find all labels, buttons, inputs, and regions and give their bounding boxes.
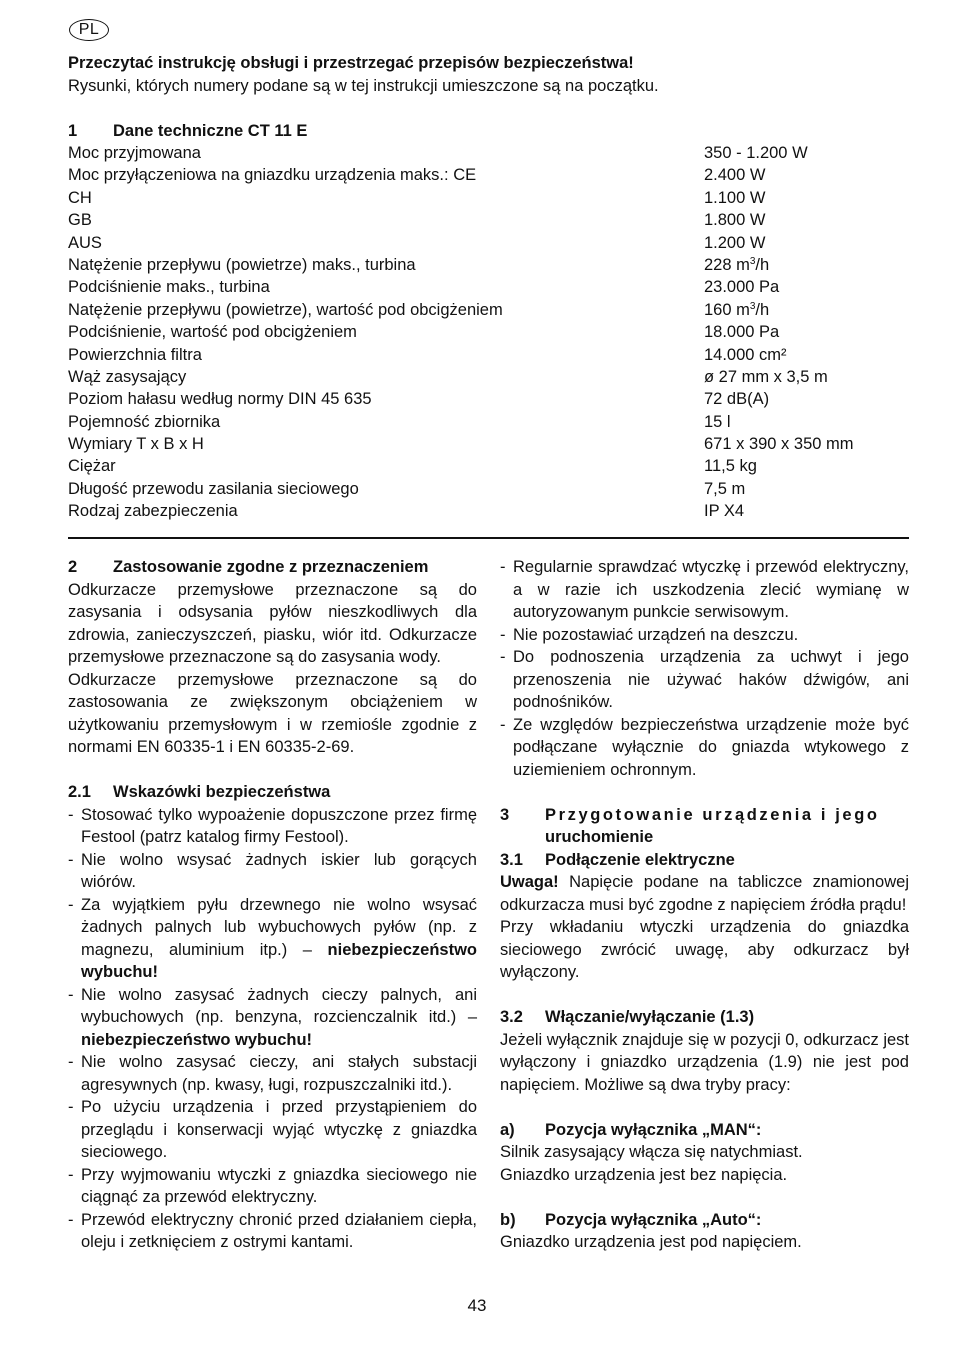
mode-b-line-1: Gniazdko urządzenia jest pod napięciem.	[500, 1233, 802, 1251]
spec-label: Moc przyjmowana	[68, 144, 201, 162]
bullet-dash: -	[68, 1165, 74, 1184]
tech-data-heading	[68, 120, 307, 143]
attention-text: Napięcie podane na tabliczce znamionowej odkurzacza musi być zgodne z napięciem źródła prądu!	[500, 873, 909, 914]
section-title: Dane techniczne CT 11 E	[113, 122, 308, 140]
attention-label: Uwaga!	[500, 873, 559, 891]
spec-label: Długość przewodu zasilania sieciowego	[68, 479, 359, 498]
spec-label: Ciężar	[68, 457, 116, 476]
list-item-text: Przewód elektryczny chronić przed działaniem ciepła, oleju i zetknięciem z ostrymi kantami.	[81, 1210, 477, 1251]
spec-row	[68, 187, 908, 209]
spec-row	[68, 276, 908, 298]
bullet-dash: -	[68, 985, 74, 1004]
mode-letter: a)	[500, 1120, 515, 1139]
bullet-dash: -	[500, 715, 506, 734]
mode-a-line-1: Silnik zasysający włącza się natychmiast.	[500, 1143, 803, 1161]
spec-row	[68, 142, 908, 164]
spec-value: 2.400 W	[704, 166, 766, 185]
spec-row	[68, 411, 908, 433]
section-number: 3.2	[500, 1008, 523, 1026]
list-item	[68, 1164, 477, 1209]
spec-value: ø 27 mm x 3,5 m	[704, 367, 828, 386]
spec-label: Poziom hałasu według normy DIN 45 635	[68, 390, 372, 409]
section-number: 3.1	[500, 850, 523, 869]
list-item	[500, 646, 909, 714]
list-item-text: Ze względów bezpieczeństwa urządzenie może być podłączane wyłącznie do gniazda wtykowego z uziemieniem ochronnym.	[513, 715, 909, 779]
spec-value: 228 $m^3/h$	[704, 255, 770, 274]
spec-label: Wymiary T x B x H	[68, 435, 204, 454]
list-item-text: Nie pozostawiać urządzeń na deszczu.	[513, 625, 799, 644]
section-3-heading-line-2	[500, 826, 909, 849]
bullet-dash: -	[500, 558, 506, 576]
spec-value: 160 $m^3/h$	[704, 300, 770, 319]
spec-row	[68, 478, 908, 500]
page-number: 43	[467, 1296, 487, 1315]
list-item	[68, 1051, 477, 1096]
list-item-text: Regularnie sprawdzać wtyczkę i przewód elektryczny, a w razie ich uszkodzenia zlecić wymianę w autoryzowanym punkcie serwisowym.	[513, 558, 909, 621]
section-title: Włączanie/wyłączanie (1.3)	[545, 1008, 755, 1026]
list-item	[68, 804, 477, 849]
spec-label: Powierzchnia filtra	[68, 345, 202, 364]
list-item-text: Po użyciu urządzenia i przed przystąpieniem do przeglądu i konserwacji wyjąć wtyczkę z gniazdka sieciowego.	[81, 1098, 477, 1161]
section-number: 3	[500, 805, 510, 824]
spec-value: 15 l	[704, 412, 731, 431]
spec-label: Natężenie przepływu (powietrze) maks., turbina	[68, 255, 416, 274]
list-item	[68, 894, 477, 984]
spec-value: 671 x 390 x 350 mm	[704, 435, 854, 454]
list-item-emphasis: niebezpieczeństwo wybuchu!	[81, 1030, 313, 1049]
mode-letter: b)	[500, 1210, 516, 1229]
spec-label: CH	[68, 188, 92, 207]
section-2-paragraph-1: Odkurzacze przemysłowe przeznaczone są do zasysania i odsysania pyłów nieszkodliwych dla zdrowia, zanieczyszczeń, piasku, wiór itd. Odkurzacze przemysłowe przeznaczone są do zasysania wody.	[68, 580, 477, 666]
bullet-dash: -	[68, 1098, 74, 1116]
section-number: 1	[68, 122, 78, 140]
spec-row	[68, 254, 908, 276]
spec-label: Wąż zasysający	[68, 367, 187, 386]
list-item	[68, 849, 477, 894]
tech-data-table	[68, 142, 908, 523]
spec-value: 7,5 m	[704, 479, 746, 498]
bullet-dash: -	[500, 648, 506, 666]
section-3-heading	[500, 804, 909, 827]
safety-list-continued	[500, 556, 909, 781]
section-3-1-paragraph-1	[500, 871, 909, 916]
section-3-1-paragraph-2: Przy wkładaniu wtyczki urządzenia do gniazdka sieciowego zwrócić uwagę, aby odkurzacz był wyłączony.	[500, 918, 909, 981]
section-2-heading	[68, 556, 477, 579]
list-item	[68, 984, 477, 1052]
section-3-2-paragraph: Jeżeli wyłącznik znajduje się w pozycji 0, odkurzacz jest wyłączony i gniazdko urządzenia (1.9) nie jest pod napięciem. Możliwe są dwa tryby pracy:	[500, 1030, 910, 1094]
bullet-dash: -	[68, 1053, 74, 1071]
safety-list	[68, 804, 477, 1254]
spec-value: 1.100 W	[704, 188, 766, 207]
list-item-text: Stosować tylko wypoażenie dopuszczone przez firmę Festool (patrz katalog firmy Festool).	[81, 805, 477, 846]
spec-row	[68, 209, 908, 231]
list-item	[500, 624, 909, 647]
spec-label: AUS	[68, 233, 102, 252]
spec-label: Podciśnienie maks., turbina	[68, 278, 270, 297]
spec-row	[68, 299, 908, 321]
spec-value: 350 - 1.200 W	[704, 144, 808, 162]
intro	[68, 52, 908, 97]
section-number: 2	[68, 558, 78, 576]
list-item	[68, 1209, 477, 1254]
bullet-dash: -	[500, 625, 506, 644]
section-2-paragraph-2: Odkurzacze przemysłowe przeznaczone są do zastosowania ze zwiększonym obciążeniem w użytkowaniu przemysłowym i w rzemiośle zgodnie z normami EN 60335-1 i EN 60335-2-69.	[68, 670, 477, 756]
mode-a-line-2: Gniazdko urządzenia jest bez napięcia.	[500, 1165, 788, 1184]
section-title-line-1: Przygotowanie urządzenia i jego	[545, 805, 880, 824]
spec-value: 11,5 kg	[704, 457, 757, 476]
spec-row	[68, 500, 908, 522]
spec-value: 18.000 Pa	[704, 323, 780, 342]
spec-label: Pojemność zbiornika	[68, 412, 221, 431]
spec-value: 1.800 W	[704, 211, 766, 230]
list-item-text: Do podnoszenia urządzenia za uchwyt i jego przenoszenia nie używać haków dźwigów, ani podnośników.	[513, 648, 909, 711]
spec-label: Rodzaj zabezpieczenia	[68, 502, 238, 521]
spec-row	[68, 366, 908, 388]
section-title-line-2: uruchomienie	[545, 828, 654, 846]
spec-value: 72 dB(A)	[704, 390, 770, 409]
list-item	[68, 1096, 477, 1164]
language-badge: PL	[69, 19, 109, 41]
mode-a-heading	[500, 1119, 909, 1142]
spec-value: 1.200 W	[704, 233, 766, 252]
spec-value: 14.000 cm²	[704, 345, 787, 364]
spec-label: Moc przyłączeniowa na gniazdku urządzenia maks.: CE	[68, 166, 477, 185]
safety-warning: Przeczytać instrukcję obsługi i przestrzegać przepisów bezpieczeństwa!	[68, 54, 634, 72]
spec-row	[68, 164, 908, 186]
section-3-2-heading	[500, 1006, 909, 1029]
spec-value: 23.000 Pa	[704, 278, 780, 297]
spec-row	[68, 433, 908, 455]
bullet-dash: -	[68, 850, 74, 869]
mode-title: Pozycja wyłącznika „MAN“:	[545, 1120, 762, 1139]
spec-row	[68, 321, 908, 343]
spec-label: Podciśnienie, wartość pod obcigżeniem	[68, 323, 357, 342]
section-2-1-heading	[68, 781, 477, 804]
divider	[68, 537, 909, 539]
list-item-text: Nie wolno zasysać cieczy, ani stałych substacji agresywnych (np. kwasy, ługi, rozpuszczalniki itd.).	[81, 1053, 477, 1094]
right-column	[500, 556, 909, 1254]
spec-value: IP X4	[704, 502, 745, 521]
section-number: 2.1	[68, 783, 91, 801]
section-title: Wskazówki bezpieczeństwa	[113, 783, 331, 801]
list-item-text: Przy wyjmowaniu wtyczki z gniazdka sieciowego nie ciągnąć za przewód elektryczny.	[81, 1165, 477, 1206]
section-title: Podłączenie elektryczne	[545, 850, 735, 869]
left-column	[68, 556, 477, 1254]
list-item-text: Nie wolno wsysać żadnych iskier lub gorących wiórów.	[81, 850, 477, 891]
bullet-dash: -	[68, 1210, 74, 1229]
mode-b-heading	[500, 1209, 909, 1232]
bullet-dash: -	[68, 805, 74, 824]
spec-row	[68, 232, 908, 254]
spec-row	[68, 455, 908, 477]
section-title: Zastosowanie zgodne z przeznaczeniem	[113, 558, 429, 576]
spec-label: GB	[68, 211, 92, 230]
list-item-text: Za wyjątkiem pyłu drzewnego nie wolno wsysać żadnych palnych lub wybuchowych pyłów (np. z magnezu, aluminium itp.) –	[81, 895, 477, 959]
list-item	[500, 714, 909, 782]
mode-title: Pozycja wyłącznika „Auto“:	[545, 1210, 762, 1229]
spec-row	[68, 388, 908, 410]
bullet-dash: -	[68, 895, 74, 914]
list-item	[500, 556, 909, 624]
section-3-1-heading	[500, 849, 909, 872]
figures-note: Rysunki, których numery podane są w tej instrukcji umieszczone są na początku.	[68, 76, 659, 95]
spec-row	[68, 344, 908, 366]
list-item-emphasis: niebezpieczeństwo wybuchu!	[81, 940, 477, 981]
list-item-text: Nie wolno zasysać żadnych cieczy palnych, ani wybuchowych (np. benzyna, rozcienczalnik itd.) –	[81, 985, 477, 1026]
spec-label: Natężenie przepływu (powietrze), wartość pod obcigżeniem	[68, 300, 503, 319]
